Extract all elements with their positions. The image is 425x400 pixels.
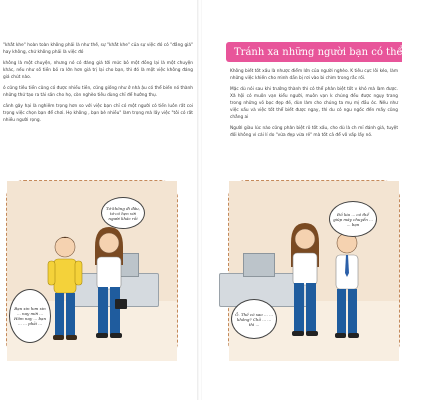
right-page	[202, 0, 425, 400]
left-body-text	[3, 42, 193, 128]
woman-figure	[89, 225, 129, 351]
left-page	[0, 0, 198, 400]
computer-monitor	[243, 253, 275, 277]
left-illustration	[6, 180, 178, 360]
right-paragraph: Người giàu lúc nào cũng phân biệt rõ tốt xấu, cho dù là ch mỉ đánh giá, tuyệt đối không vì cái lí do "vừa đẹp vừa rẻ" mà tốt cả để vô vấp lấy nó.	[230, 126, 398, 138]
section-title-bar	[226, 42, 425, 62]
man-speech-bubble: Bạn xin hơn xin ... nay mới ... Hôm nay ... bạn ... ... phải ...	[9, 289, 51, 343]
man-figure	[45, 231, 85, 351]
woman-figure	[285, 221, 325, 351]
right-paragraph: Mặc dù nói sau khi trưởng thành thì có thể phân biệt tốt v khó mà làm được. Xã hội có muôn vạn kiểu người, muôn vạn k chúng đều được ngụy trang trong những vỏ bọc đẹp đẽ, dùn làm cho chúng ta mụ mị đầu óc. Nếu như việc xấu và việc tốt thể biết được ngay, thì du có ngu ngốc đến mấy cũng chẳng ai	[230, 87, 398, 120]
right-body-text	[230, 68, 398, 143]
man-speech-bubble: Ồ. Thế có sao ... ... không? Chỗ ... ... thì ...	[231, 299, 277, 339]
woman-speech-bubble: Tớ không đi đâu, tớ có hẹn với người khác rồi	[101, 197, 145, 229]
right-illustration	[228, 180, 400, 360]
left-paragraph: "khắt khe" hoàn toàn không phải là như thế, sự "khắt khe" của sự việc đó có "đẳng giá" hay không, chứ không phải là việc đó	[3, 43, 193, 55]
left-paragraph: cảnh gây hại là nghiêm trọng hơn so với việc bạn chỉ có một người có tiền luôn rất coi trọng việc chọn bạn để chơi. Họ không , bạn bè nhiều" làm trọng mà lấy việc "tôi có rất nhiều người rọng.	[3, 104, 193, 123]
woman-speech-bubble: Đồ kia ... có thể giúp máy chuyển ... ... bạn	[329, 201, 377, 237]
left-paragraph: không là một chuyện, nhưng nó có đáng giá tới mức bỏ một đồng lại là một chuyện khác, nếu như số tiền bỏ ra lớn hơn giá trị lại cho bạn, thì đó là một việc không đáng giá chút nào.	[3, 61, 193, 80]
right-paragraph: Không biết tốt xấu là nhược điểm lớn của người nghèo. K tiêu cực lôi kéo, làm những việc khiến cho mình dần bị rơi vào bi chìm trong rắc rối.	[230, 69, 398, 81]
man-figure	[327, 227, 367, 351]
left-paragraph: ó cũng tiêu tiền cũng có được nhiều tiền, cũng giống như ở nhà ậu có thể biến nó thành những thứ tạo ra tài sản cho họ, còn nghèo tiêu dùng chỉ để hưởng thụ.	[3, 86, 193, 98]
section-title: Tránh xa những người bạn có thể làm	[234, 46, 425, 58]
